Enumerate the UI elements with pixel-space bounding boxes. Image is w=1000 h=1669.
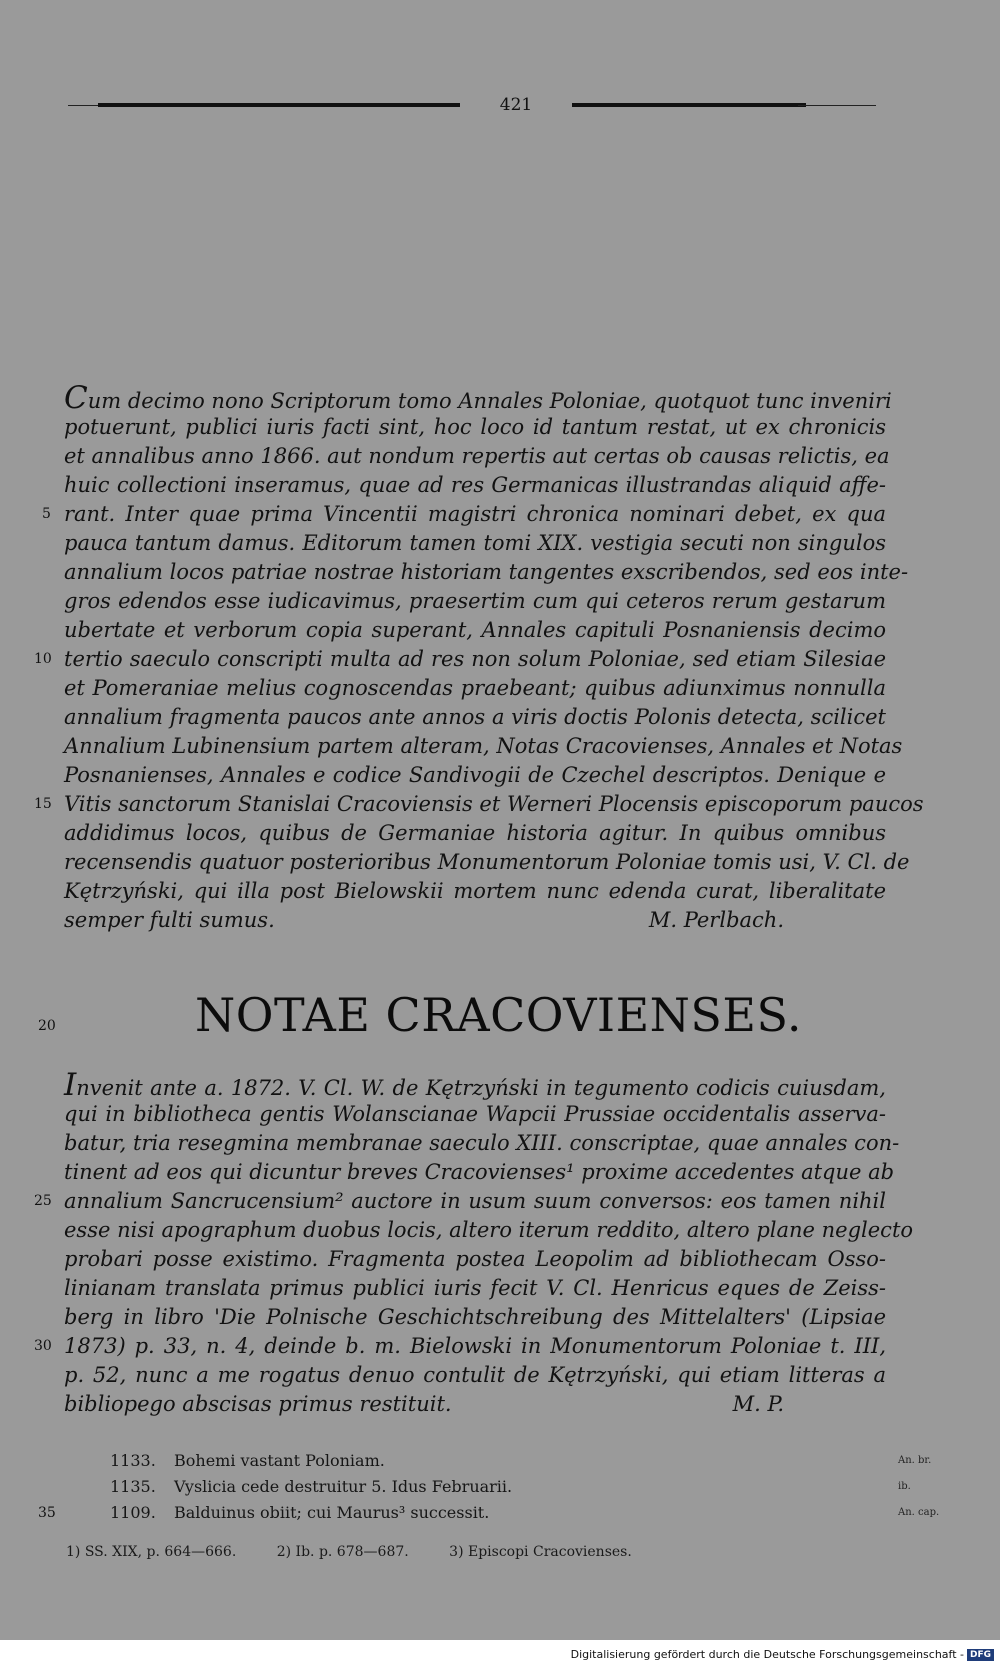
text-line: probari posse existimo. Fragmenta postea Leopolim ad bibliothecam Osso- bbox=[64, 1247, 886, 1271]
text-line: linianam translata primus publici iuris fecit V. Cl. Henricus eques de Zeiss- bbox=[64, 1276, 886, 1300]
text-line: Posnanienses, Annales e codice Sandivogii de Czechel descriptos. Denique e bbox=[64, 763, 886, 787]
text-line: tinent ad eos qui dicuntur breves Cracovienses¹ proxime accedentes atque ab bbox=[64, 1160, 895, 1184]
text-line: qui in bibliotheca gentis Wolanscianae Wapcii Prussiae occidentalis asserva- bbox=[64, 1102, 886, 1126]
drop-cap: I bbox=[64, 1067, 77, 1103]
line-number: 25 bbox=[34, 1193, 52, 1209]
annal-source: An. br. bbox=[898, 1455, 932, 1466]
text-line: batur, tria resegmina membranae saeculo XIII. conscriptae, quae annales con- bbox=[64, 1131, 900, 1155]
notae-paragraph bbox=[34, 1067, 914, 1419]
text-line: Invenit ante a. 1872. V. Cl. W. de Kętrzyński in tegumento codicis cuiusdam, bbox=[64, 1067, 886, 1103]
intro-paragraph bbox=[34, 380, 924, 935]
line-number: 10 bbox=[34, 651, 52, 667]
annal-entry bbox=[0, 1500, 1000, 1526]
line-number: 30 bbox=[34, 1338, 52, 1354]
text-line: annalium locos patriae nostrae historiam tangentes exscribendos, sed eos inte- bbox=[64, 560, 909, 584]
text-line: Kętrzyński, qui illa post Bielowskii mortem nunc edenda curat, liberalitate bbox=[64, 879, 886, 903]
dfg-logo: DFG bbox=[967, 1649, 994, 1661]
annal-text: Bohemi vastant Poloniam. bbox=[174, 1451, 385, 1470]
annal-year: 1109. bbox=[110, 1503, 156, 1522]
text-line: annalium fragmenta paucos ante annos a viris doctis Polonis detecta, scilicet bbox=[64, 705, 886, 729]
header-rule-right-thin bbox=[798, 105, 876, 106]
text-line: 10 tertio saeculo conscripti multa ad res non solum Poloniae, sed etiam Silesiae bbox=[64, 645, 886, 674]
text-line: 5 rant. Inter quae prima Vincentii magistri chronica nominari debet, ex qua bbox=[64, 500, 886, 529]
page-number: 421 bbox=[460, 94, 572, 116]
text-line: Cum decimo nono Scriptorum tomo Annales Poloniae, quotquot tunc inveniri bbox=[64, 380, 892, 416]
text-line: Annalium Lubinensium partem alteram, Notas Cracovienses, Annales et Notas bbox=[64, 734, 903, 758]
page-header bbox=[68, 94, 876, 118]
text-line: potuerunt, publici iuris facti sint, hoc loco id tantum restat, ut ex chronicis bbox=[64, 415, 886, 439]
text-line: et Pomeraniae melius cognoscendas praebeant; quibus adiunximus nonnulla bbox=[64, 676, 886, 700]
text-line: semper fulti sumus. M. Perlbach. bbox=[64, 906, 886, 935]
text-line: pauca tantum damus. Editorum tamen tomi XIX. vestigia secuti non singulos bbox=[64, 531, 886, 555]
section-title: NOTAE CRACOVIENSES. bbox=[195, 988, 803, 1042]
line-number: 35 bbox=[38, 1505, 56, 1521]
line-number: 15 bbox=[34, 796, 52, 812]
annal-entry bbox=[0, 1448, 1000, 1474]
drop-cap: C bbox=[64, 380, 88, 416]
text-line: bibliopego abscisas primus restituit. M. P. bbox=[64, 1390, 886, 1419]
text-line: addidimus locos, quibus de Germaniae historia agitur. In quibus omnibus bbox=[64, 821, 886, 845]
text-line: 25 annalium Sancrucensium² auctore in usum suum conversos: eos tamen nihil bbox=[64, 1187, 886, 1216]
footnotes bbox=[66, 1544, 668, 1560]
text-line: p. 52, nunc a me rogatus denuo contulit de Kętrzyński, qui etiam litteras a bbox=[64, 1363, 886, 1387]
digitization-credit bbox=[571, 1648, 994, 1661]
text-line: 30 1873) p. 33, n. 4, deinde b. m. Bielowski in Monumentorum Poloniae t. III, bbox=[64, 1332, 886, 1361]
signature: M. P. bbox=[732, 1392, 784, 1416]
text-line: recensendis quatuor posterioribus Monumentorum Poloniae tomis usi, V. Cl. de bbox=[64, 850, 910, 874]
text-line: esse nisi apographum duobus locis, altero iterum reddito, altero plane neglecto bbox=[64, 1218, 914, 1242]
text-line: gros edendos esse iudicavimus, praesertim cum qui ceteros rerum gestarum bbox=[64, 589, 886, 613]
footnote: 1) SS. XIX, p. 664—666. bbox=[66, 1544, 237, 1560]
annal-entry bbox=[0, 1474, 1000, 1500]
annal-year: 1135. bbox=[110, 1477, 156, 1496]
annal-text: Vyslicia cede destruitur 5. Idus Februarii. bbox=[174, 1477, 513, 1496]
footnote: 3) Episcopi Cracovienses. bbox=[449, 1544, 632, 1560]
annal-year: 1133. bbox=[110, 1451, 156, 1470]
text-line: huic collectioni inseramus, quae ad res Germanicas illustrandas aliquid affe- bbox=[64, 473, 886, 497]
text-line: et annalibus anno 1866. aut nondum repertis aut certas ob causas relictis, ea bbox=[64, 444, 890, 468]
line-number: 5 bbox=[42, 506, 51, 522]
line-number: 20 bbox=[38, 1018, 56, 1034]
text-line: berg in libro 'Die Polnische Geschichtschreibung des Mittelalters' (Lipsiae bbox=[64, 1305, 886, 1329]
text-line: 15 Vitis sanctorum Stanislai Cracoviensis et Werneri Plocensis episcoporum paucos bbox=[64, 790, 886, 819]
text-line: ubertate et verborum copia superant, Annales capituli Posnaniensis decimo bbox=[64, 618, 886, 642]
annal-source: An. cap. bbox=[898, 1507, 940, 1518]
annal-text: Balduinus obiit; cui Maurus³ successit. bbox=[174, 1503, 490, 1522]
annal-source: ib. bbox=[898, 1481, 911, 1492]
footnote: 2) Ib. p. 678—687. bbox=[276, 1544, 409, 1560]
annal-entries bbox=[0, 1448, 1000, 1526]
credit-text: Digitalisierung gefördert durch die Deutsche Forschungsgemeinschaft - bbox=[570, 1648, 964, 1661]
signature: M. Perlbach. bbox=[648, 908, 784, 932]
